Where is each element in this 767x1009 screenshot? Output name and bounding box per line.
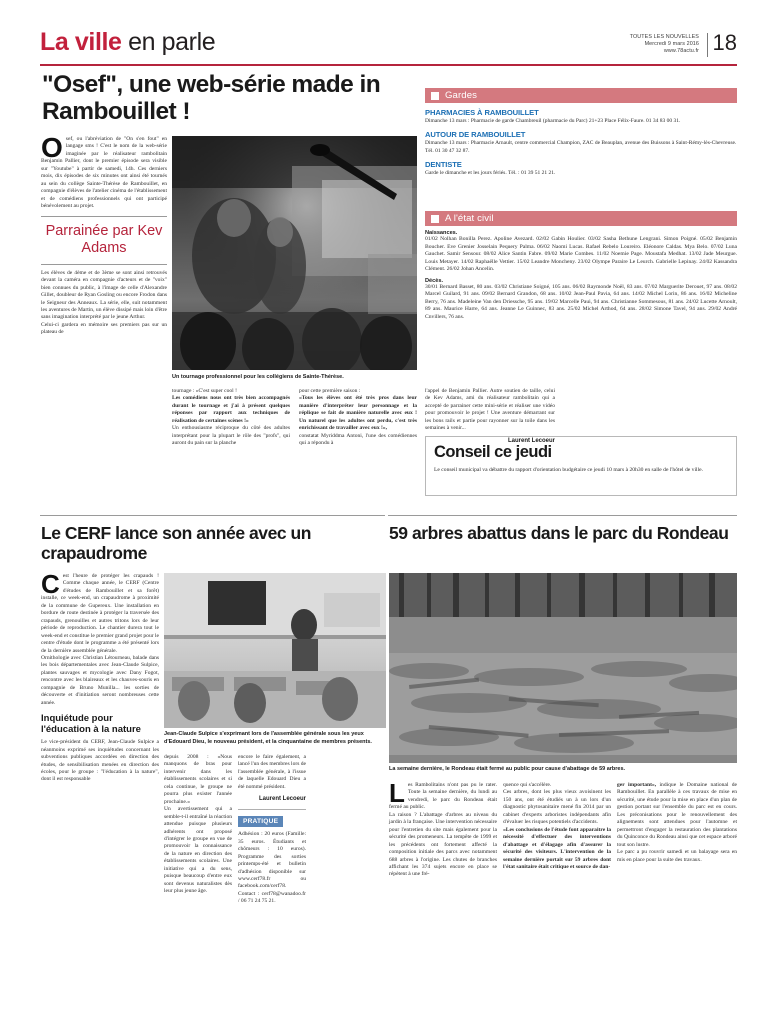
sidebar-conseil-box — [425, 436, 737, 496]
article3-col2-b: Ces arbres, dont les plus vieux avoisinent les 150 ans, ont été étudiés un à un lors d'un diagnostic phytosanitaire mené fin 2014 par un cabinet d'experts arboristes indépendants afin d'évaluer les risques potentiels d'accidents. — [503, 789, 611, 826]
square-bullet-icon — [431, 92, 439, 100]
page-number: 18 — [712, 30, 737, 55]
article1-col2-c: Un enthousiasme réciproque du côté des adultes interprétant pour la plupart le rôle des "profs", qui auront du pain sur la planche — [172, 425, 290, 447]
pratique-text: Adhésion : 20 euros (Famille: 35 euros. Étudiants et chômeurs : 10 euros). Programme des sorties printemps-été et bulletin d'adhésion disponible sur www.cerf78.fr ou facebook.com/cerf78. — [238, 831, 306, 890]
gardes-header — [425, 88, 737, 103]
pratique-contact: Contact : cerf78@wanadoo.fr / 06 71 24 75 21. — [238, 890, 306, 905]
masthead — [40, 28, 737, 68]
article2-byline: Laurent Lecoeur — [258, 796, 306, 803]
article1-col2-a: tournage : «C'est super cool ! — [172, 388, 237, 394]
article2-photo-image — [164, 573, 386, 728]
article3-column-2 — [503, 782, 611, 871]
article3-dropcap: L — [389, 778, 405, 808]
etat-civil-header — [425, 211, 737, 226]
article1-lead — [41, 132, 167, 211]
article3-col3-text: indique le Domaine national de Rambouillet. En parallèle à ces travaux de mise en sécurité, une étude pour la mise en place d'un plan de gestion portant sur l'ensemble du parc est en cours. Les préconisations pour le renouvellement des alignements sont attendues pour l'automne et permettront d'engager la restauration des plantations du Quinconce du Rondeau ainsi que cet espace arboré tout son lustre. — [617, 782, 738, 848]
pratique-box — [238, 809, 306, 906]
article3-column-3 — [617, 782, 737, 864]
deces-label: Décès. — [425, 277, 444, 284]
article1-col3-c: constatat Myriddma Antoni, l'une des comédiennes qui a répondu à — [299, 432, 417, 447]
gardes-pharmacies-text: Dimanche 13 mars : Pharmacie de garde Chambreuil (pharmacie du Parc) 21+23 Place Félix-Faure. 01 34 83 00 31. — [425, 118, 681, 124]
article3-col2-a: quence qui s'accélère. — [503, 782, 552, 788]
header-rule — [40, 64, 737, 66]
square-bullet-icon — [431, 215, 439, 223]
section-rule-left — [40, 515, 385, 516]
article1-lead-text: sef, ou l'abréviation de "On s'en fout" en langage sms ! C'est le nom de la web-série imaginée par le réalisateur rambolitain Benjamin Pallier, dont le premier épisode sera visible sur "Youtube" à partir de samedi, 14h. Ces derniers mois, dix épisodes de six minutes ont ainsi été tournés au sein du collège Sainte-Thérèse de Rambouillet, en compagnie d'élèves de l'atelier cinéma de l'établissement et de comédiens professionnels qui ont participé bénévolement au projet. — [41, 136, 167, 210]
article1-col1-body: Les élèves de 4ème et de 3ème se sont ainsi retrouvés devant la caméra en compagnie d'acteurs et de "voix" bien connues du public, à l'image de celle d'Alexandre Gillet, doubleur de Ryan Gosling ou encore Frodon dans le Seigneur des Anneaux. La série, elle, suit notamment les aventures de Martin, un élève dissipé mais loin d'être sans imagination interprété par le jeune Arthur. — [41, 269, 167, 321]
deces-list: 30/01 Bernard Basset, 80 ans. 03/02 Christiane Soigné, 105 ans. 06/02 Raymonde Noël, 83 ans. 07/02 Marguerite Derouet, 97 ans. 08/02 Marcel Guilard, 91 ans. 09/02 Bernard Grandon, 68 ans. 10/02 Jean-Paul Pavia, 64 ans. 14/02 Michel Lorin, 86 ans. 16/02 Micheline Berry, 76 ans. Madeleine Van den Driessche, 95 ans. 19/02 Marcelle Paui, 94 ans. Christianne Sommesous, 81 ans. 24/02 Lucette Arnoult, 89 ans. Maurice Harre, 64 ans. Jeanne Le Guinnec, 83 ans. 25/02 Michel Arthod, 64 ans. 28/02 Simone Tavel, 94 ans. 29/02 André Cnvillers, 76 ans. — [425, 283, 737, 320]
article2-photo-caption: Jean-Claude Sulpice s'exprimant lors de l'assemblée générale sous les yeux d'Edouard Dieu, le nouveau président, et la cinquantaine de membres présents. — [164, 731, 372, 745]
paper-name: TOUTES LES NOUVELLES — [629, 34, 699, 40]
gardes-pharmacies-title: PHARMACIES À RAMBOUILLET — [425, 108, 539, 117]
article1-col4-body: l'appel de Benjamin Pallier. Autre soutien de taille, celui de Kev Adams, ami du réalisateur rambolitain qui a accepté de parrainer cette mini-série et réaliser une vidéo pour promouvoir le projet ! Une aventure démarrant sur les bons rails et partie pour rayonner sur la toile dans les semaines à venir... — [425, 388, 555, 432]
gardes-section-pharmacies — [425, 108, 737, 125]
paper-meta — [630, 34, 699, 56]
article2-headline: Le CERF lance son année avec un crapaudrome — [41, 523, 312, 563]
sidebar-gardes — [425, 88, 737, 178]
article1-col3-a: pour cette première saison : — [299, 388, 361, 394]
gardes-dentiste-text: Garde le dimanche et les jours fériés. Tél. : 01 39 51 21 21. — [425, 170, 556, 177]
article3-col1-body: La raison ? L'abattage d'arbres au niveau du jardin à la française. Une intervention nécessaire pour l'entretien du site mais également pour la sécurité des promeneurs. La tempête de 1999 et les précédents ont fortement affecté la composition initiale des parcs avec notamment 688 arbres à l'origine. Les chutes de branches affichant les 374 sujets encore en place se répètent à une fré- — [389, 811, 497, 878]
article2-col1-body3: Le vice-président du CERF, Jean-Claude Sulpice a néanmoins exprimé ses inquiétudes concernant les subventions publiques accordées en direction des études, de sensibilisation menées en direction des écoles, pour le groupe : "l'éducation à la nature", dont il est responsable — [41, 739, 159, 783]
divider-below-subhead — [41, 264, 167, 265]
article3-photo — [389, 573, 737, 763]
masthead-divider — [707, 33, 708, 57]
article3-lead — [389, 778, 497, 812]
article2-lead — [41, 569, 159, 655]
article2-photo — [164, 573, 386, 728]
article1-column-3 — [299, 388, 417, 448]
article2-col2-intro: depuis 2008 : «Nous manquons de bras pour intervenir dans les établissements scolaires et si cela continue, le groupe ne pourra plus exister l'année prochaine.» — [164, 754, 232, 805]
article3-quote-tail: ger important», — [617, 782, 657, 788]
article1-photo-caption: Un tournage professionnel pour les collégiens de Sainte-Thérèse. — [172, 374, 344, 380]
article1-col3-quote: «Tous les élèves ont été très pros dans leur manière d'interpréter leur personnage et la réplique se fait de manière naturelle avec eux ! Un naturel que les adultes ont perdu, c'est très enrichissant de travailler avec eux !», — [299, 395, 417, 432]
article2-col2-quote — [164, 754, 232, 806]
naissances-list: 01/02 Nolhan Bonilla Perez. Apoline Avezard. 02/02 Gabin Houlier. 03/02 Sasha Bethune Lengrani. Simon Poigné. 05/02 Benjamin Boucher. Eve Grenier Josselain Pequery Palma. 06/02 Naomi Lucas. Rafael Rebelo Loureiro. Eléonore Caldas. Mya Belo. 07/02 Luna Gauchet. Samir Sensour. 08/02 Alice Santin Fabre. 09/02 Marie Combes. 11/02 Noemie Page. Moustafa Medhat. 13/02 Jade Meurgue. Louis Metayer. 14/02 Raphaëlle Vettier. 15/02 Leandre Moncheny. 23/02 Olympe Paraire Le Leurch. Gabrielle Lepinay. 24/02 Kassandra Clément. 26/02 Johan Ancelin. — [425, 236, 737, 272]
article1-col2-quote: Les comédiens nous ont très bien accompagnés durant le tournage et j'ai à présent quelques réponses par rapport aux techniques de réalisation de certaines scènes !» — [172, 395, 290, 424]
gardes-section-dentiste — [425, 160, 737, 177]
article3-col2-quote: «Les conclusions de l'étude font apparaitre la nécessité d'effectuer des interventions d'abattage et d'élagage afin d'assurer la sécurité des visiteurs. L'intervention de la semaine dernière portait sur 59 arbres dont l'état sanitaire était critique et source de dan- — [503, 826, 611, 870]
etat-civil-header-label: A l'état civil — [445, 213, 494, 224]
section-title-red: La ville — [40, 28, 122, 56]
article1-col1-body2: Celui-ci gardera en mémoire ses premiers pas sur un plateau de — [41, 321, 167, 336]
article2-col3-body: encore le faire également, a lancé l'un des membres lors de l'assemblée générale, à l'issue de laquelle Edouard Dieu a été nommé président. — [238, 754, 307, 790]
article2-column-3 — [238, 754, 306, 906]
article1-headline: "Osef", une web-série made in Rambouillet ! — [42, 71, 381, 125]
gardes-dentiste-title: DENTISTE — [425, 160, 462, 170]
article3-photo-caption: La semaine dernière, le Rondeau était fermé au public pour cause d'abattage de 59 arbres. — [389, 766, 626, 772]
article2-column-1 — [41, 569, 159, 784]
pratique-header: PRATIQUE — [238, 816, 283, 827]
article3-col3-quote-end — [617, 782, 737, 849]
naissances-label: Naissances. — [425, 230, 458, 236]
article1-photo — [172, 136, 417, 370]
article2-column-2 — [164, 754, 232, 896]
section-title-black: en parle — [128, 28, 216, 56]
article2-col2-body: Un avertissement qui a semble-t-il entraîné la réaction attendue puisque plusieurs adhérents ont proposé d'intégrer le groupe en vue de promouvoir la connaissance de la nature en direction des établissements scolaires. Une initiative qui a du sens, puisque beaucoup d'entre eux sont devenus naturalistes dès leur plus jeune âge. — [164, 806, 232, 895]
article1-column-1 — [41, 132, 167, 337]
divider-above-subhead — [41, 216, 167, 217]
article2-dropcap: C — [41, 569, 60, 599]
article3-headline: 59 arbres abattus dans le parc du Rondeau — [389, 523, 729, 543]
article1-dropcap: O — [41, 132, 63, 163]
article2-col1-body2: Ornithologie avec Christian Létourneau, balade dans les bois départementales avec Jean-Claude Sulpice, plantes sauvages et mycologie avec Dany Fogot, rencontre avec les blaireaux et les chauves-souris en compagnie de Bruno Munilla... les sorties de découverte et d'initiation seront nombreuses cette année. — [41, 654, 159, 706]
article1-column-2 — [172, 388, 290, 448]
paper-date: Mercredi 9 mars 2016 — [644, 41, 699, 48]
gardes-section-autour — [425, 130, 737, 155]
article1-photo-image — [172, 136, 417, 370]
article2-lead-text: est l'heure de protéger les crapauds ! Comme chaque année, le CERF (Centre d'études de Rambouillet et sa forêt) installe, ce week-end, un crapaudrome à proximité de la commune de Gupereux. Une installation en bordure de route destinée à protéger la traversée des crapauds, grenouilles et autres tritons lors de leur période de reproduction. Le chantier durera tout le week-end et constitue le premier grand projet pour le centre d'étude dont le programme a été présenté lors de la dernière assemblée générale. — [41, 573, 159, 654]
article3-column-1 — [389, 778, 497, 879]
article2-subhead: Inquiétude pour l'éducation à la nature — [41, 713, 141, 736]
conseil-text: Le conseil municipal va débattre du rapport d'orientation budgétaire ce jeudi 10 mars à 20h30 en salle de l'hôtel de ville. — [434, 467, 704, 473]
gardes-autour-title: AUTOUR DE RAMBOUILLET — [425, 130, 526, 140]
section-rule-right — [388, 515, 737, 516]
article3-lead-text: es Rambolitains n'ont pas pu le rater. Toute la semaine dernière, du lundi au vendredi, le parc du Rondeau était fermé au public. — [389, 782, 497, 811]
article3-col3-text2: Le parc a pu rouvrir samedi et un balayage sera en mis en place pour la suite des travaux. — [617, 849, 737, 863]
gardes-autour-text: Dimanche 13 mars : Pharmacie Arnault, centre commercial Champion, ZAC de Beauplan, avenue des Buissons à Saint-Rémy-lès-Chevreuse. Tél. 01 30 47 32 87. — [425, 140, 737, 154]
gardes-header-label: Gardes — [445, 90, 478, 101]
article3-photo-image — [389, 573, 737, 763]
sidebar-etat-civil — [425, 211, 737, 321]
conseil-title: Conseil ce jeudi — [434, 443, 552, 461]
article1-subhead: Parrainée par Kev Adams — [45, 223, 163, 257]
article1-byline: Laurent Lecoeur — [507, 437, 555, 444]
paper-website: www.78actu.fr — [663, 48, 699, 55]
